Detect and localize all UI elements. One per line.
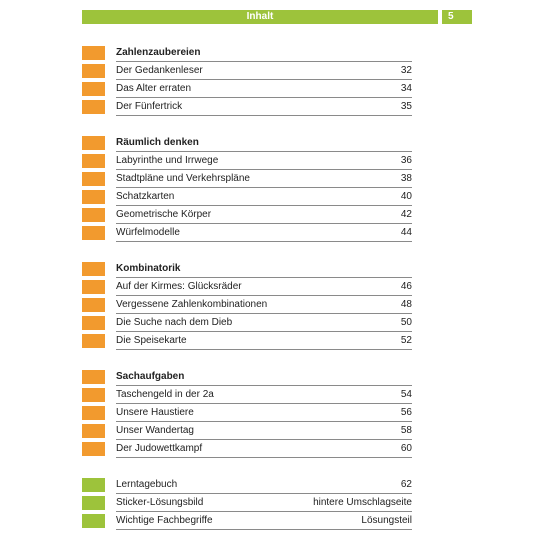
toc-entry[interactable] <box>82 100 412 118</box>
entry-page: 54 <box>400 389 412 400</box>
entry-page: 48 <box>400 299 412 310</box>
row-divider <box>116 61 412 62</box>
section-heading-row <box>82 46 412 64</box>
row-divider <box>116 457 412 458</box>
row-divider <box>116 223 412 224</box>
color-marker <box>82 442 105 456</box>
row-divider <box>116 385 412 386</box>
toc-entry[interactable] <box>82 388 412 406</box>
toc-entry[interactable] <box>82 154 412 172</box>
entry-title: Der Judowettkampf <box>116 443 203 454</box>
page-number-box <box>442 10 472 24</box>
toc-entry[interactable] <box>82 406 412 424</box>
color-marker <box>82 136 105 150</box>
entry-title: Unser Wandertag <box>116 425 194 436</box>
section-heading: Kombinatorik <box>116 263 181 274</box>
row-divider <box>116 439 412 440</box>
section-heading-row <box>82 370 412 388</box>
row-divider <box>116 277 412 278</box>
entry-page: 34 <box>400 83 412 94</box>
entry-page: 40 <box>400 191 412 202</box>
row-divider <box>116 331 412 332</box>
toc-entry[interactable] <box>82 172 412 190</box>
row-divider <box>116 241 412 242</box>
header-bar <box>82 10 438 24</box>
section-heading: Sachaufgaben <box>116 371 185 382</box>
entry-title: Lerntagebuch <box>116 479 178 490</box>
page-title: Inhalt <box>246 11 274 22</box>
color-marker <box>82 388 105 402</box>
section-heading-row <box>82 136 412 154</box>
entry-title: Auf der Kirmes: Glücksräder <box>116 281 242 292</box>
color-marker <box>82 316 105 330</box>
toc-entry[interactable] <box>82 208 412 226</box>
section-heading: Räumlich denken <box>116 137 199 148</box>
toc-entry[interactable] <box>82 442 412 460</box>
entry-title: Die Suche nach dem Dieb <box>116 317 233 328</box>
row-divider <box>116 97 412 98</box>
toc-entry[interactable] <box>82 514 412 532</box>
toc-entry[interactable] <box>82 478 412 496</box>
entry-title: Stadtpläne und Verkehrspläne <box>116 173 250 184</box>
entry-title: Geometrische Körper <box>116 209 212 220</box>
toc-entry[interactable] <box>82 316 412 334</box>
section-heading: Zahlenzaubereien <box>116 47 201 58</box>
entry-page: 36 <box>400 155 412 166</box>
color-marker <box>82 280 105 294</box>
row-divider <box>116 169 412 170</box>
color-marker <box>82 370 105 384</box>
color-marker <box>82 478 105 492</box>
row-divider <box>116 79 412 80</box>
entry-page: 42 <box>400 209 412 220</box>
entry-title: Der Gedankenleser <box>116 65 203 76</box>
row-divider <box>116 421 412 422</box>
row-divider <box>116 493 412 494</box>
toc-section <box>82 136 412 244</box>
toc-section <box>82 46 412 118</box>
entry-page: 58 <box>400 425 412 436</box>
row-divider <box>116 511 412 512</box>
color-marker <box>82 226 105 240</box>
toc-entry[interactable] <box>82 82 412 100</box>
row-divider <box>116 403 412 404</box>
color-marker <box>82 100 105 114</box>
page-number: 5 <box>448 11 454 22</box>
row-divider <box>116 205 412 206</box>
entry-title: Sticker-Lösungsbild <box>116 497 204 508</box>
entry-page: 60 <box>400 443 412 454</box>
color-marker <box>82 424 105 438</box>
entry-page: 35 <box>400 101 412 112</box>
entry-page: 62 <box>400 479 412 490</box>
toc-entry[interactable] <box>82 298 412 316</box>
row-divider <box>116 187 412 188</box>
entry-title: Schatzkarten <box>116 191 175 202</box>
entry-page: 32 <box>400 65 412 76</box>
toc-entry[interactable] <box>82 64 412 82</box>
entry-title: Unsere Haustiere <box>116 407 194 418</box>
entry-title: Würfelmodelle <box>116 227 180 238</box>
color-marker <box>82 190 105 204</box>
entry-title: Der Fünfertrick <box>116 101 183 112</box>
toc-entry[interactable] <box>82 334 412 352</box>
toc-section <box>82 262 412 352</box>
toc-entry[interactable] <box>82 190 412 208</box>
entry-title: Taschengeld in der 2a <box>116 389 214 400</box>
section-heading-row <box>82 262 412 280</box>
entry-page: 38 <box>400 173 412 184</box>
toc-entry[interactable] <box>82 280 412 298</box>
entry-title: Vergessene Zahlenkombinationen <box>116 299 268 310</box>
color-marker <box>82 154 105 168</box>
color-marker <box>82 172 105 186</box>
entry-page: 50 <box>400 317 412 328</box>
entry-page: hintere Umschlagseite <box>313 497 412 508</box>
entry-title: Labyrinthe und Irrwege <box>116 155 219 166</box>
color-marker <box>82 334 105 348</box>
entry-page: 46 <box>400 281 412 292</box>
toc-section <box>82 370 412 460</box>
color-marker <box>82 64 105 78</box>
entry-page: Lösungsteil <box>361 515 412 526</box>
entry-page: 56 <box>400 407 412 418</box>
color-marker <box>82 496 105 510</box>
toc-entry[interactable] <box>82 496 412 514</box>
toc-entry[interactable] <box>82 424 412 442</box>
toc-entry[interactable] <box>82 226 412 244</box>
table-of-contents <box>82 46 412 550</box>
row-divider <box>116 529 412 530</box>
entry-title: Das Alter erraten <box>116 83 192 94</box>
color-marker <box>82 208 105 222</box>
row-divider <box>116 349 412 350</box>
entry-title: Wichtige Fachbegriffe <box>116 515 213 526</box>
color-marker <box>82 46 105 60</box>
color-marker <box>82 262 105 276</box>
entry-page: 52 <box>400 335 412 346</box>
color-marker <box>82 406 105 420</box>
entry-page: 44 <box>400 227 412 238</box>
toc-section <box>82 478 412 532</box>
row-divider <box>116 313 412 314</box>
row-divider <box>116 151 412 152</box>
entry-title: Die Speisekarte <box>116 335 187 346</box>
color-marker <box>82 514 105 528</box>
row-divider <box>116 295 412 296</box>
color-marker <box>82 298 105 312</box>
row-divider <box>116 115 412 116</box>
color-marker <box>82 82 105 96</box>
